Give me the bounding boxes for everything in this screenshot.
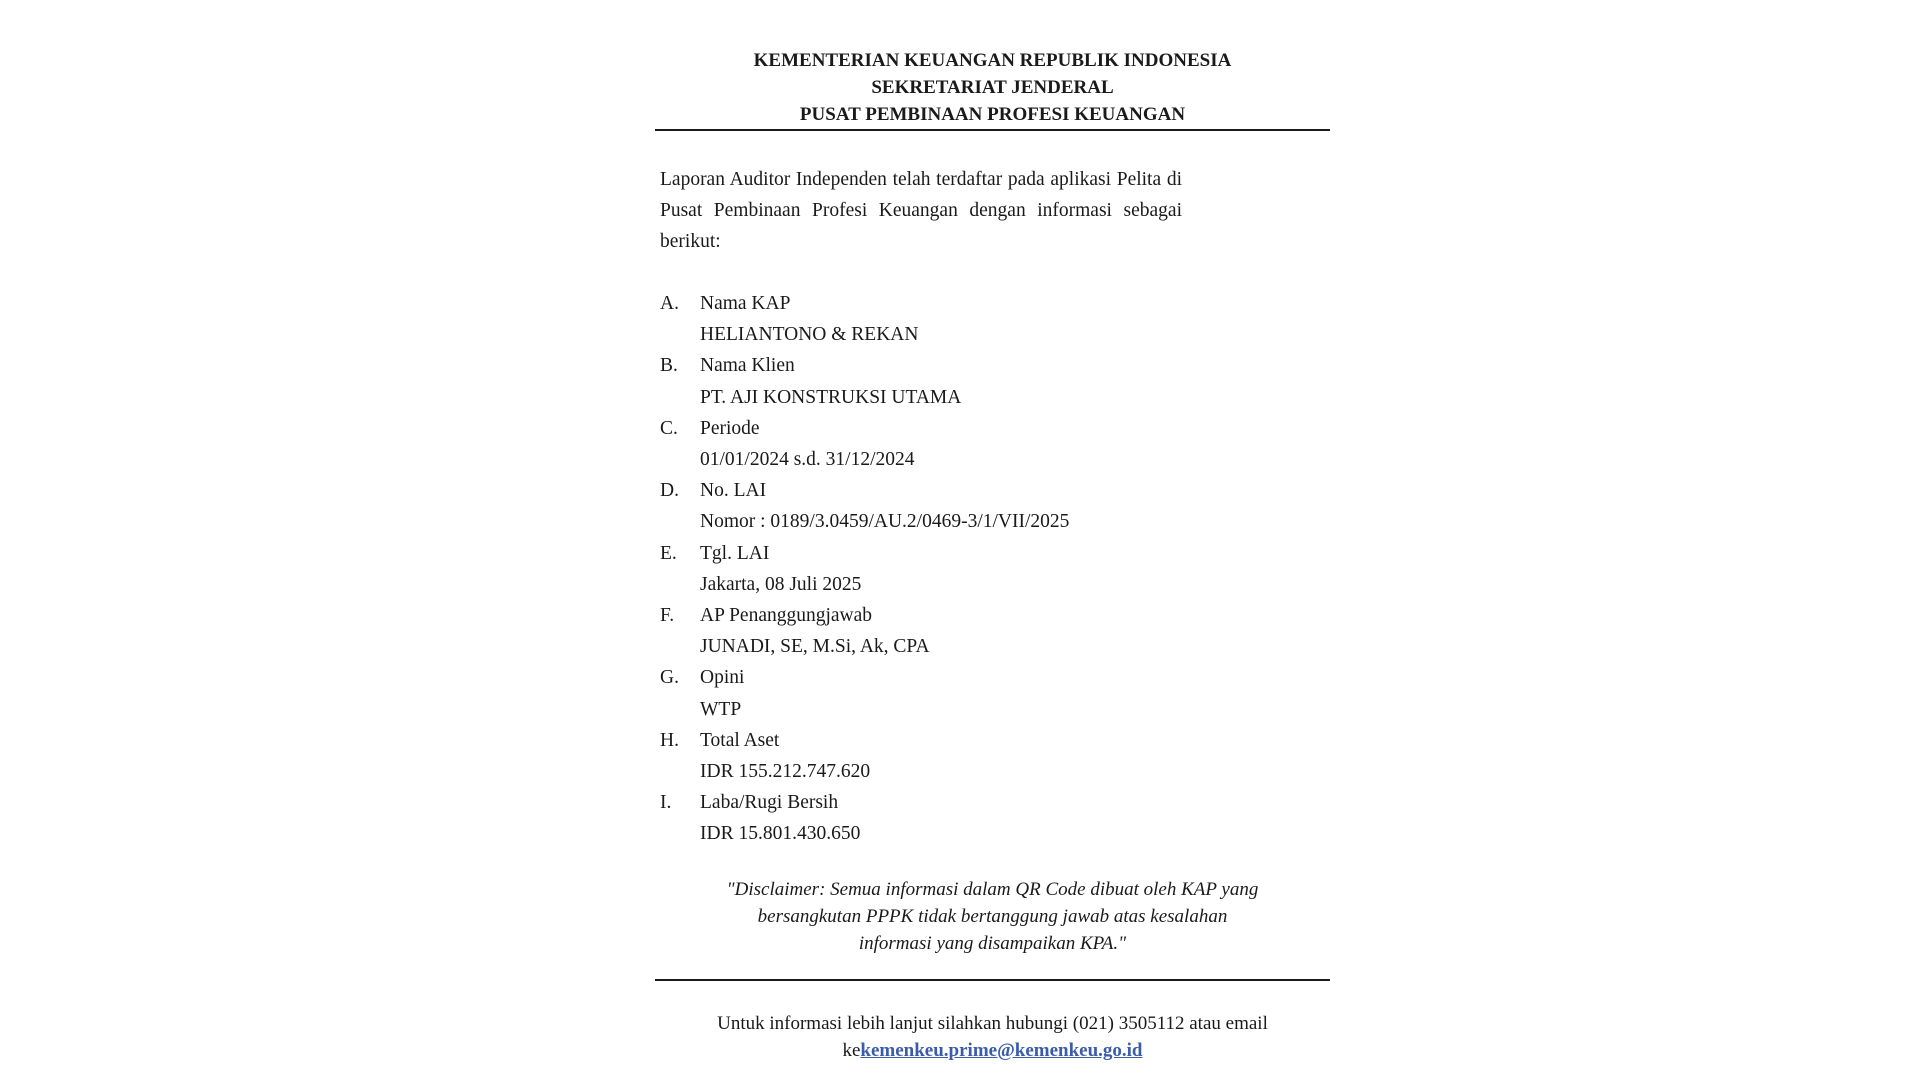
info-list — [660, 288, 1330, 850]
item-label: Nama Klien — [700, 355, 795, 377]
disclaimer-text: "Disclaimer: Semua informasi dalam QR Code dibuat oleh KAP yang bersangkutan PPPK tidak bertanggung jawab atas kesalahan informasi yang disampaikan KPA." — [726, 878, 1259, 954]
item-letter: D. — [660, 480, 679, 502]
list-item-b — [660, 350, 1330, 412]
item-value: Jakarta, 08 Juli 2025 — [700, 573, 862, 595]
item-value: JUNADI, SE, M.Si, Ak, CPA — [700, 636, 930, 658]
footer-divider — [655, 979, 1330, 981]
email-link[interactable]: kemenkeu.prime@kemenkeu.go.id — [860, 1039, 1143, 1061]
list-item-f — [660, 600, 1330, 662]
item-label: Tgl. LAI — [700, 542, 770, 564]
item-label: Opini — [700, 667, 745, 689]
list-item-i — [660, 787, 1330, 849]
item-letter: F. — [660, 605, 675, 627]
list-item-a — [660, 288, 1330, 350]
item-letter: I. — [660, 792, 672, 814]
item-value: WTP — [700, 698, 742, 720]
list-item-c — [660, 413, 1330, 475]
item-label: Periode — [700, 417, 760, 439]
item-value: Nomor : 0189/3.0459/AU.2/0469-3/1/VII/2025 — [700, 511, 1070, 533]
item-letter: C. — [660, 417, 678, 439]
document-page — [655, 0, 1330, 1064]
item-label: Total Aset — [700, 729, 780, 751]
item-letter: E. — [660, 542, 677, 564]
ministry-title: KEMENTERIAN KEUANGAN REPUBLIK INDONESIA — [753, 50, 1232, 71]
contact-text: Untuk informasi lebih lanjut silahkan hubungi (021) 3505112 atau email ke — [717, 1012, 1268, 1061]
list-item-d — [660, 475, 1330, 537]
item-value: IDR 15.801.430.650 — [700, 823, 861, 845]
item-label: Laba/Rugi Bersih — [700, 792, 839, 814]
item-value: 01/01/2024 s.d. 31/12/2024 — [700, 449, 915, 471]
item-value: IDR 155.212.747.620 — [700, 761, 871, 783]
item-label: AP Penanggungjawab — [700, 605, 873, 627]
item-letter: B. — [660, 355, 678, 377]
item-letter: H. — [660, 729, 679, 751]
list-item-h — [660, 725, 1330, 787]
center-title: PUSAT PEMBINAAN PROFESI KEUANGAN — [799, 104, 1186, 125]
intro-paragraph: Laporan Auditor Independen telah terdaftar pada aplikasi Pelita di Pusat Pembinaan Profesi Keuangan dengan informasi sebagai berikut: — [660, 169, 1182, 252]
list-item-e — [660, 538, 1330, 600]
item-label: Nama KAP — [700, 293, 791, 314]
item-letter: A. — [660, 293, 679, 314]
secretariat-title: SEKRETARIAT JENDERAL — [871, 77, 1114, 98]
item-value: HELIANTONO & REKAN — [700, 324, 919, 346]
letterhead — [655, 0, 1330, 131]
list-item-g — [660, 662, 1330, 724]
contact-info — [655, 1010, 1330, 1064]
item-letter: G. — [660, 667, 679, 689]
item-value: PT. AJI KONSTRUKSI UTAMA — [700, 386, 962, 408]
item-label: No. LAI — [700, 480, 767, 502]
